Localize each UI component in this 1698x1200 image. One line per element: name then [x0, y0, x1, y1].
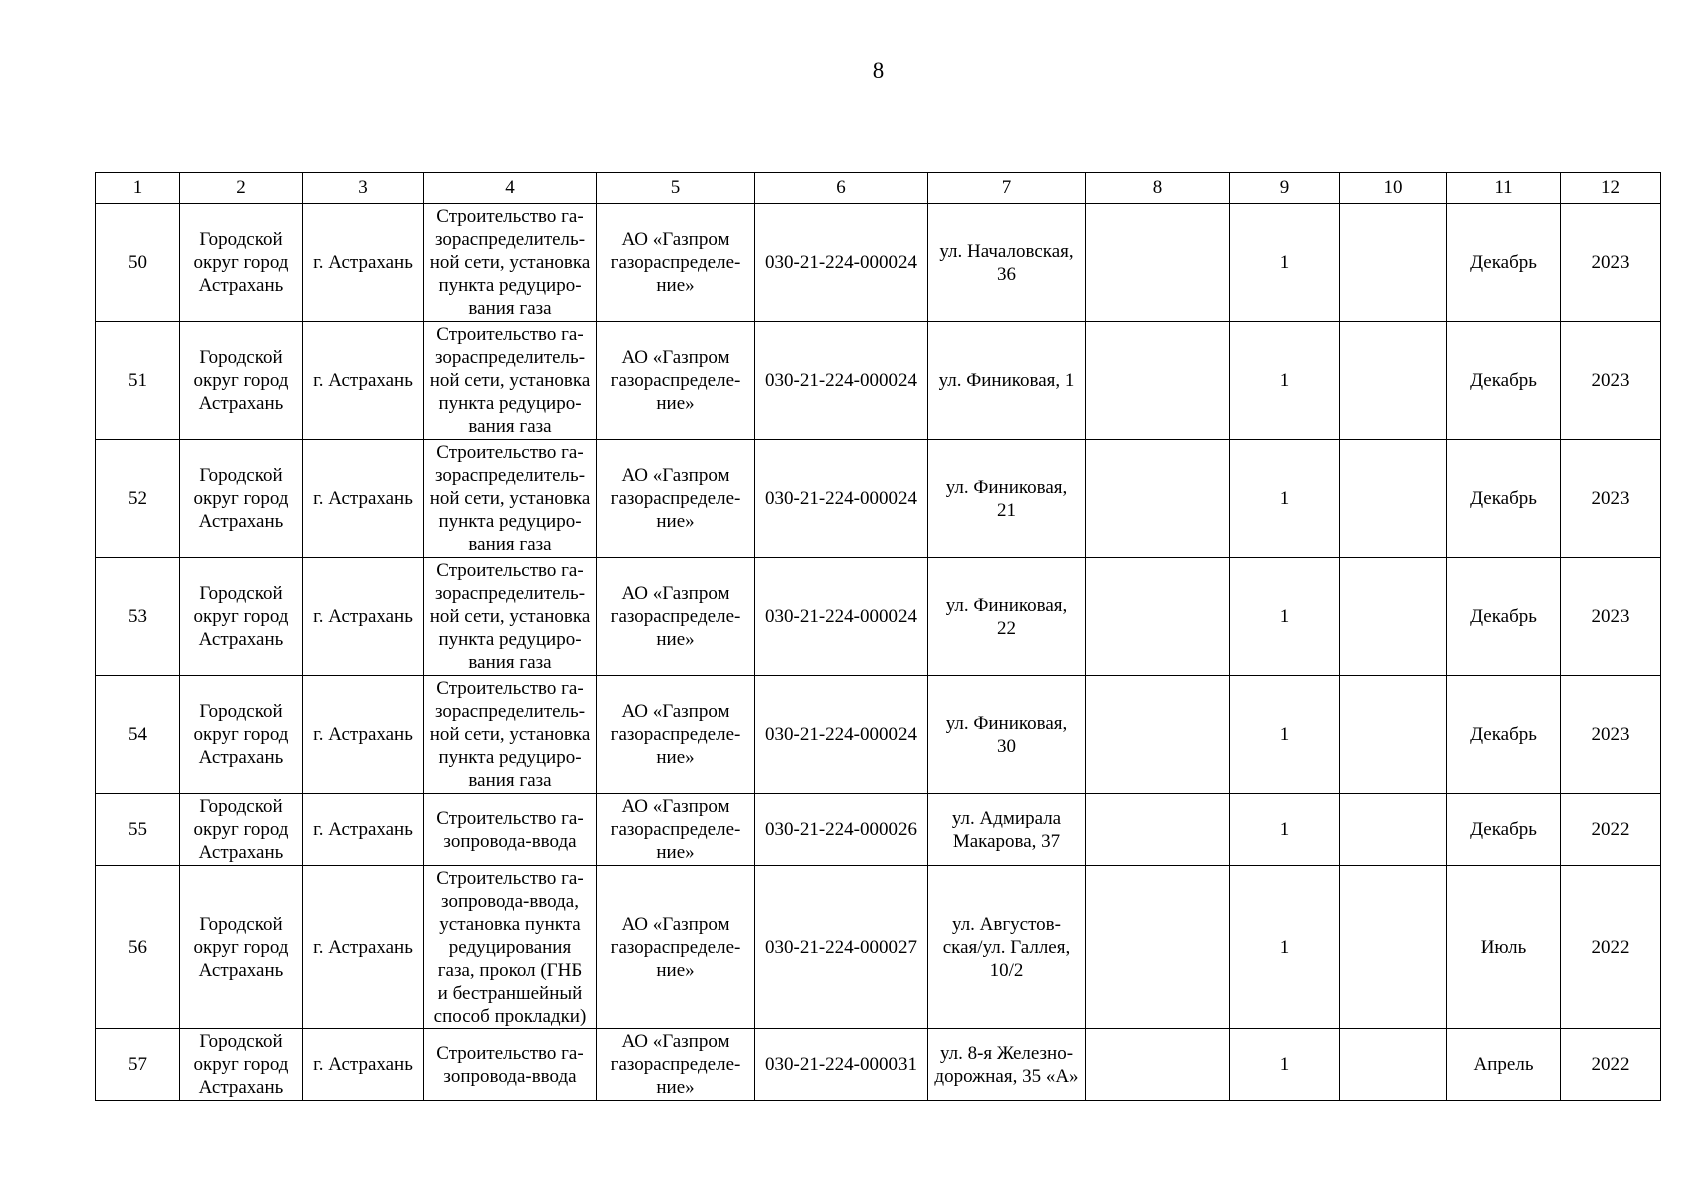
cell-district	[180, 204, 303, 322]
cell-col8	[1086, 440, 1230, 558]
cell-organization	[597, 866, 755, 1029]
cell-col9: 1	[1230, 866, 1340, 1029]
cell-col8	[1086, 204, 1230, 322]
cell-address	[928, 676, 1086, 794]
cell-organization-text: АО «Газпром газораспределе- ние»	[610, 347, 741, 414]
cell-work-text: Строительство га- зораспределитель- ной сети, установка пункта редуциро- вания газа	[429, 324, 591, 437]
cell-district	[180, 676, 303, 794]
table-header	[96, 173, 1661, 204]
cell-number: 55	[96, 794, 180, 866]
cell-organization	[597, 322, 755, 440]
cell-work	[424, 794, 597, 866]
cell-year: 2023	[1561, 204, 1661, 322]
column-header-4: 4	[424, 173, 597, 204]
cell-year: 2022	[1561, 794, 1661, 866]
cell-year: 2023	[1561, 440, 1661, 558]
cell-col9: 1	[1230, 204, 1340, 322]
cell-code: 030-21-224-000024	[755, 322, 928, 440]
cell-month: Декабрь	[1447, 322, 1561, 440]
cell-district-text: Городской округ город Астрахань	[193, 465, 289, 532]
cell-address-text: ул. Финиковая, 21	[945, 476, 1068, 521]
column-header-11: 11	[1447, 173, 1561, 204]
cell-month: Июль	[1447, 866, 1561, 1029]
table-row	[96, 558, 1661, 676]
cell-address	[928, 866, 1086, 1029]
cell-address-text: ул. Августов- ская/ул. Галлея, 10/2	[942, 913, 1071, 981]
cell-col9: 1	[1230, 440, 1340, 558]
cell-district-text: Городской округ город Астрахань	[193, 701, 289, 768]
cell-col9: 1	[1230, 1029, 1340, 1101]
cell-number: 56	[96, 866, 180, 1029]
cell-address	[928, 204, 1086, 322]
cell-work	[424, 440, 597, 558]
cell-work	[424, 322, 597, 440]
cell-district	[180, 866, 303, 1029]
column-header-8: 8	[1086, 173, 1230, 204]
cell-address-text: ул. Финиковая, 22	[945, 594, 1068, 639]
cell-col10	[1340, 1029, 1447, 1101]
cell-locality: г. Астрахань	[303, 1029, 424, 1101]
table-row	[96, 440, 1661, 558]
cell-work-text: Строительство га- зораспределитель- ной сети, установка пункта редуциро- вания газа	[429, 206, 591, 319]
cell-organization-text: АО «Газпром газораспределе- ние»	[610, 701, 741, 768]
cell-col10	[1340, 322, 1447, 440]
cell-organization-text: АО «Газпром газораспределе- ние»	[610, 229, 741, 296]
column-header-12: 12	[1561, 173, 1661, 204]
cell-col8	[1086, 558, 1230, 676]
cell-number: 57	[96, 1029, 180, 1101]
cell-district-text: Городской округ город Астрахань	[193, 347, 289, 414]
cell-col8	[1086, 1029, 1230, 1101]
cell-number: 52	[96, 440, 180, 558]
cell-work-text: Строительство га- зопровода-ввода	[436, 1042, 584, 1087]
cell-organization	[597, 440, 755, 558]
cell-work	[424, 676, 597, 794]
cell-address	[928, 1029, 1086, 1101]
table-row	[96, 866, 1661, 1029]
cell-work-text: Строительство га- зопровода-ввода, установка пункта редуцирования газа, прокол (ГНБ и бестраншейный способ прокладки)	[433, 867, 587, 1027]
cell-col9: 1	[1230, 322, 1340, 440]
cell-col10	[1340, 794, 1447, 866]
data-table	[95, 172, 1661, 1101]
cell-col10	[1340, 558, 1447, 676]
cell-number: 50	[96, 204, 180, 322]
cell-district-text: Городской округ город Астрахань	[193, 1031, 289, 1098]
cell-locality: г. Астрахань	[303, 322, 424, 440]
cell-locality: г. Астрахань	[303, 204, 424, 322]
cell-address-text: ул. Финиковая, 30	[945, 712, 1068, 757]
column-header-10: 10	[1340, 173, 1447, 204]
cell-organization-text: АО «Газпром газораспределе- ние»	[610, 583, 741, 650]
cell-code: 030-21-224-000027	[755, 866, 928, 1029]
cell-number: 51	[96, 322, 180, 440]
table-row	[96, 204, 1661, 322]
cell-locality: г. Астрахань	[303, 676, 424, 794]
cell-address	[928, 322, 1086, 440]
cell-address-text: ул. Финиковая, 1	[938, 370, 1075, 391]
table-row	[96, 676, 1661, 794]
cell-col9: 1	[1230, 676, 1340, 794]
cell-col9: 1	[1230, 794, 1340, 866]
table-body	[96, 204, 1661, 1101]
cell-organization	[597, 204, 755, 322]
cell-organization-text: АО «Газпром газораспределе- ние»	[610, 796, 741, 863]
cell-locality: г. Астрахань	[303, 794, 424, 866]
cell-work-text: Строительство га- зораспределитель- ной сети, установка пункта редуциро- вания газа	[429, 442, 591, 555]
cell-col8	[1086, 322, 1230, 440]
cell-month: Декабрь	[1447, 204, 1561, 322]
cell-code: 030-21-224-000024	[755, 440, 928, 558]
column-header-7: 7	[928, 173, 1086, 204]
cell-col8	[1086, 794, 1230, 866]
cell-year: 2023	[1561, 322, 1661, 440]
column-header-9: 9	[1230, 173, 1340, 204]
cell-work-text: Строительство га- зопровода-ввода	[436, 807, 584, 852]
cell-code: 030-21-224-000024	[755, 558, 928, 676]
cell-year: 2023	[1561, 558, 1661, 676]
cell-organization	[597, 1029, 755, 1101]
cell-address-text: ул. Началовская, 36	[939, 240, 1074, 285]
cell-number: 53	[96, 558, 180, 676]
cell-col10	[1340, 676, 1447, 794]
cell-col9: 1	[1230, 558, 1340, 676]
table-row	[96, 1029, 1661, 1101]
cell-col8	[1086, 866, 1230, 1029]
cell-district	[180, 558, 303, 676]
cell-col10	[1340, 440, 1447, 558]
column-header-2: 2	[180, 173, 303, 204]
page-number: 8	[872, 58, 885, 83]
header-row	[96, 173, 1661, 204]
cell-code: 030-21-224-000031	[755, 1029, 928, 1101]
cell-district-text: Городской округ город Астрахань	[193, 796, 289, 863]
cell-organization	[597, 676, 755, 794]
cell-col10	[1340, 204, 1447, 322]
cell-district-text: Городской округ город Астрахань	[193, 229, 289, 296]
cell-work	[424, 204, 597, 322]
cell-locality: г. Астрахань	[303, 558, 424, 676]
cell-work	[424, 558, 597, 676]
cell-organization-text: АО «Газпром газораспределе- ние»	[610, 913, 741, 981]
cell-month: Декабрь	[1447, 794, 1561, 866]
cell-month: Апрель	[1447, 1029, 1561, 1101]
column-header-1: 1	[96, 173, 180, 204]
cell-address	[928, 558, 1086, 676]
cell-year: 2023	[1561, 676, 1661, 794]
cell-month: Декабрь	[1447, 676, 1561, 794]
cell-district	[180, 322, 303, 440]
cell-year: 2022	[1561, 866, 1661, 1029]
cell-code: 030-21-224-000024	[755, 204, 928, 322]
cell-month: Декабрь	[1447, 558, 1561, 676]
cell-month: Декабрь	[1447, 440, 1561, 558]
cell-district-text: Городской округ город Астрахань	[193, 913, 289, 981]
column-header-3: 3	[303, 173, 424, 204]
cell-organization-text: АО «Газпром газораспределе- ние»	[610, 1031, 741, 1098]
cell-locality: г. Астрахань	[303, 866, 424, 1029]
cell-col8	[1086, 676, 1230, 794]
cell-address	[928, 794, 1086, 866]
cell-work	[424, 866, 597, 1029]
cell-district	[180, 440, 303, 558]
cell-organization	[597, 558, 755, 676]
cell-work	[424, 1029, 597, 1101]
cell-code: 030-21-224-000024	[755, 676, 928, 794]
cell-year: 2022	[1561, 1029, 1661, 1101]
cell-organization	[597, 794, 755, 866]
cell-number: 54	[96, 676, 180, 794]
cell-address	[928, 440, 1086, 558]
cell-district-text: Городской округ город Астрахань	[193, 583, 289, 650]
cell-locality: г. Астрахань	[303, 440, 424, 558]
cell-col10	[1340, 866, 1447, 1029]
cell-district	[180, 1029, 303, 1101]
cell-work-text: Строительство га- зораспределитель- ной сети, установка пункта редуциро- вания газа	[429, 560, 591, 673]
cell-address-text: ул. Адмирала Макарова, 37	[951, 807, 1062, 852]
column-header-5: 5	[597, 173, 755, 204]
table-row	[96, 322, 1661, 440]
cell-work-text: Строительство га- зораспределитель- ной сети, установка пункта редуциро- вания газа	[429, 678, 591, 791]
cell-organization-text: АО «Газпром газораспределе- ние»	[610, 465, 741, 532]
column-header-6: 6	[755, 173, 928, 204]
cell-code: 030-21-224-000026	[755, 794, 928, 866]
cell-district	[180, 794, 303, 866]
cell-address-text: ул. 8-я Железно- дорожная, 35 «А»	[934, 1042, 1079, 1087]
table-row	[96, 794, 1661, 866]
